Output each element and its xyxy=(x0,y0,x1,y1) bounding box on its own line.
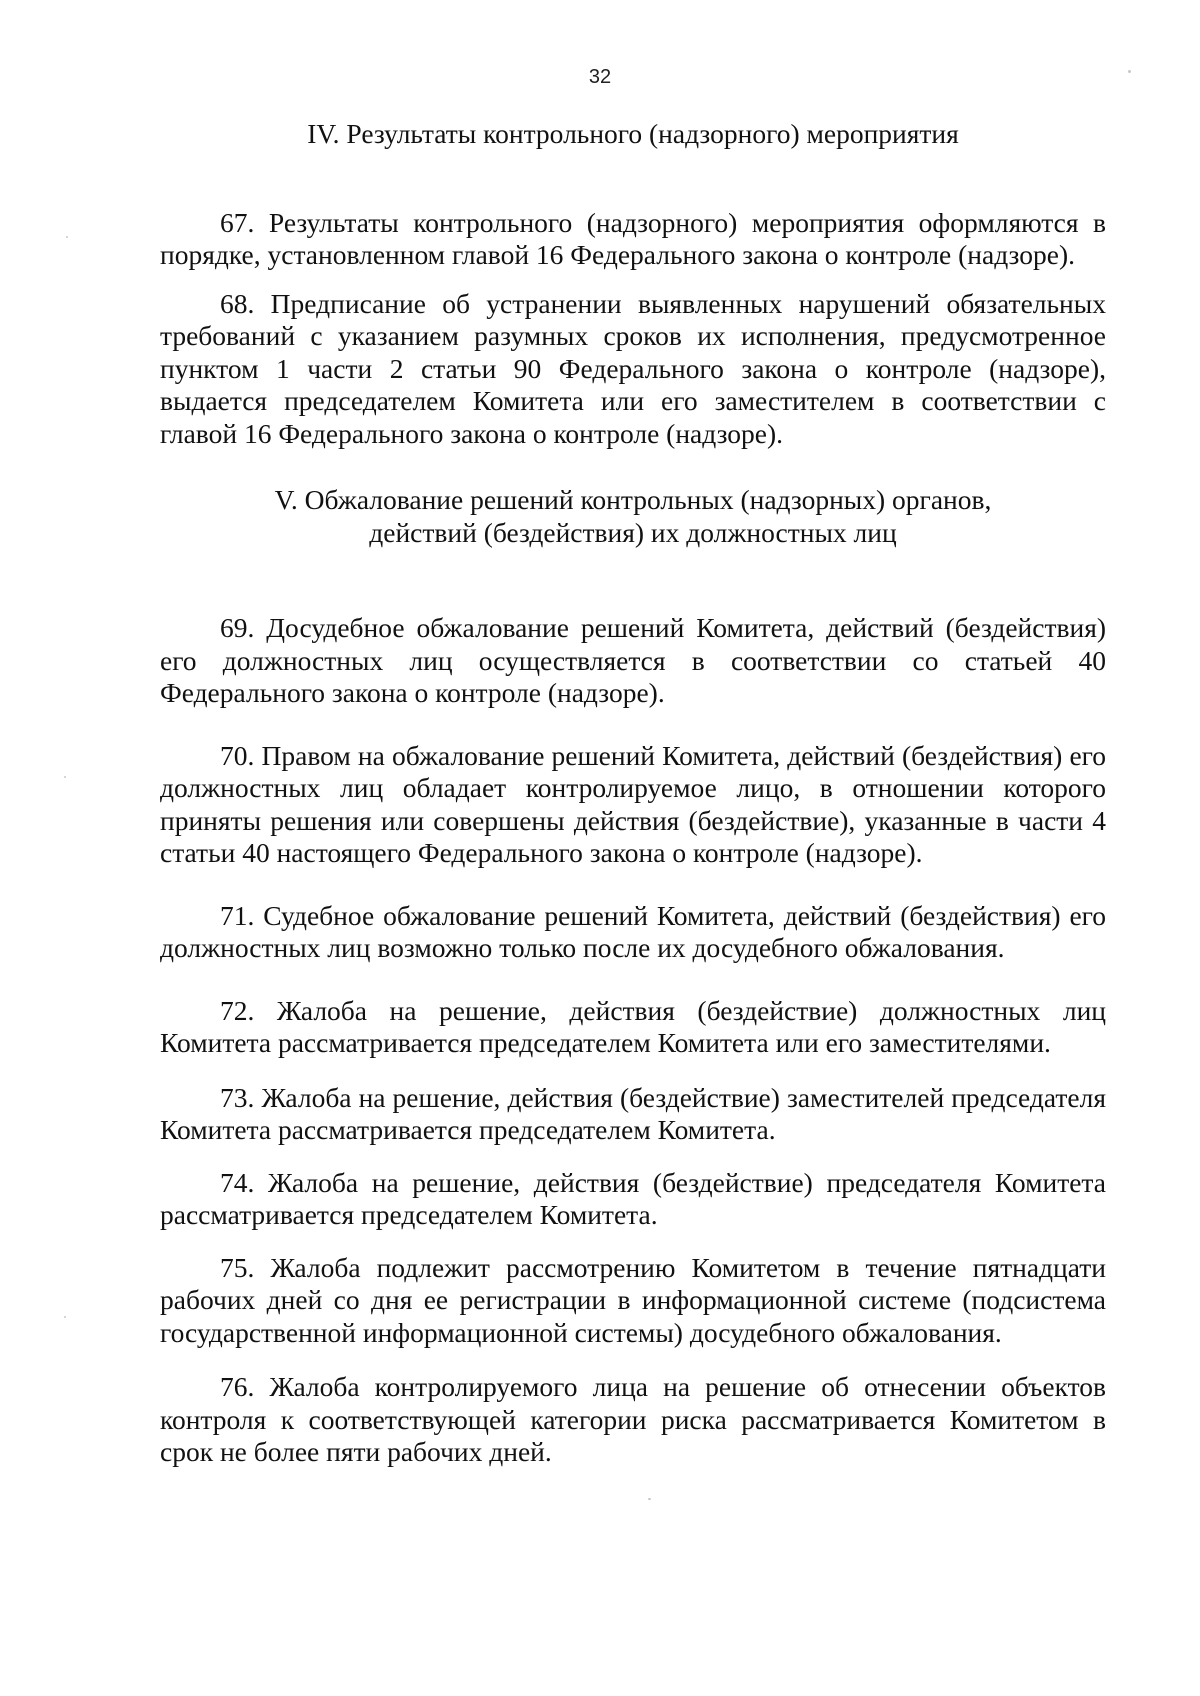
scan-speck xyxy=(64,1316,66,1318)
section-title-line: действий (бездействия) их должностных лиц xyxy=(369,516,897,548)
page-number: 32 xyxy=(588,66,612,88)
section-title-iv xyxy=(160,118,1106,151)
section-title-v xyxy=(160,484,1106,549)
section-title-line: V. Обжалование решений контрольных (надзорных) органов, xyxy=(274,484,992,515)
paragraph-70: 70. Правом на обжалование решений Комитета, действий (бездействия) его должностных лиц обладает контролируемое лицо, в отношении которого приняты решения или совершены действия (бездействие), указанные в части 4 статьи 40 настоящего Федерального закона о контроле (надзоре). xyxy=(160,739,1106,868)
scan-speck xyxy=(64,776,66,778)
scan-speck xyxy=(648,1498,651,1500)
paragraph-73: 73. Жалоба на решение, действия (бездействие) заместителей председателя Комитета рассматривается председателем Комитета. xyxy=(160,1081,1106,1145)
paragraph-74: 74. Жалоба на решение, действия (бездействие) председателя Комитета рассматривается председателем Комитета. xyxy=(160,1166,1106,1230)
paragraph-69: 69. Досудебное обжалование решений Комитета, действий (бездействия) его должностных лиц осуществляется в соответствии со статьей 40 Федерального закона о контроле (надзоре). xyxy=(160,612,1106,708)
paragraph-75: 75. Жалоба подлежит рассмотрению Комитетом в течение пятнадцати рабочих дней со дня ее регистрации в информационной системе (подсистема государственной информационной системы) досудебного обжалования. xyxy=(160,1251,1106,1348)
paragraph-67: 67. Результаты контрольного (надзорного) мероприятия оформляются в порядке, установленном главой 16 Федерального закона о контроле (надзоре). xyxy=(160,206,1106,270)
paragraph-72: 72. Жалоба на решение, действия (бездействие) должностных лиц Комитета рассматривается председателем Комитета или его заместителями. xyxy=(160,994,1106,1058)
paragraph-71: 71. Судебное обжалование решений Комитета, действий (бездействия) его должностных лиц возможно только после их досудебного обжалования. xyxy=(160,899,1106,963)
document-body xyxy=(160,118,1106,1469)
section-title-line: IV. Результаты контрольного (надзорного) мероприятия xyxy=(307,118,959,149)
paragraph-68: 68. Предписание об устранении выявленных нарушений обязательных требований с указанием разумных сроков их исполнения, предусмотренное пунктом 1 части 2 статьи 90 Федерального закона о контроле (надзоре), выдается председателем Комитета или его заместителем в соответствии с главой 16 Федерального закона о контроле (надзоре). xyxy=(160,287,1106,449)
scan-speck xyxy=(66,236,68,238)
scan-speck xyxy=(1128,70,1131,73)
paragraph-76: 76. Жалоба контролируемого лица на решение об отнесении объектов контроля к соответствующей категории риска рассматривается Комитетом в срок не более пяти рабочих дней. xyxy=(160,1371,1106,1467)
